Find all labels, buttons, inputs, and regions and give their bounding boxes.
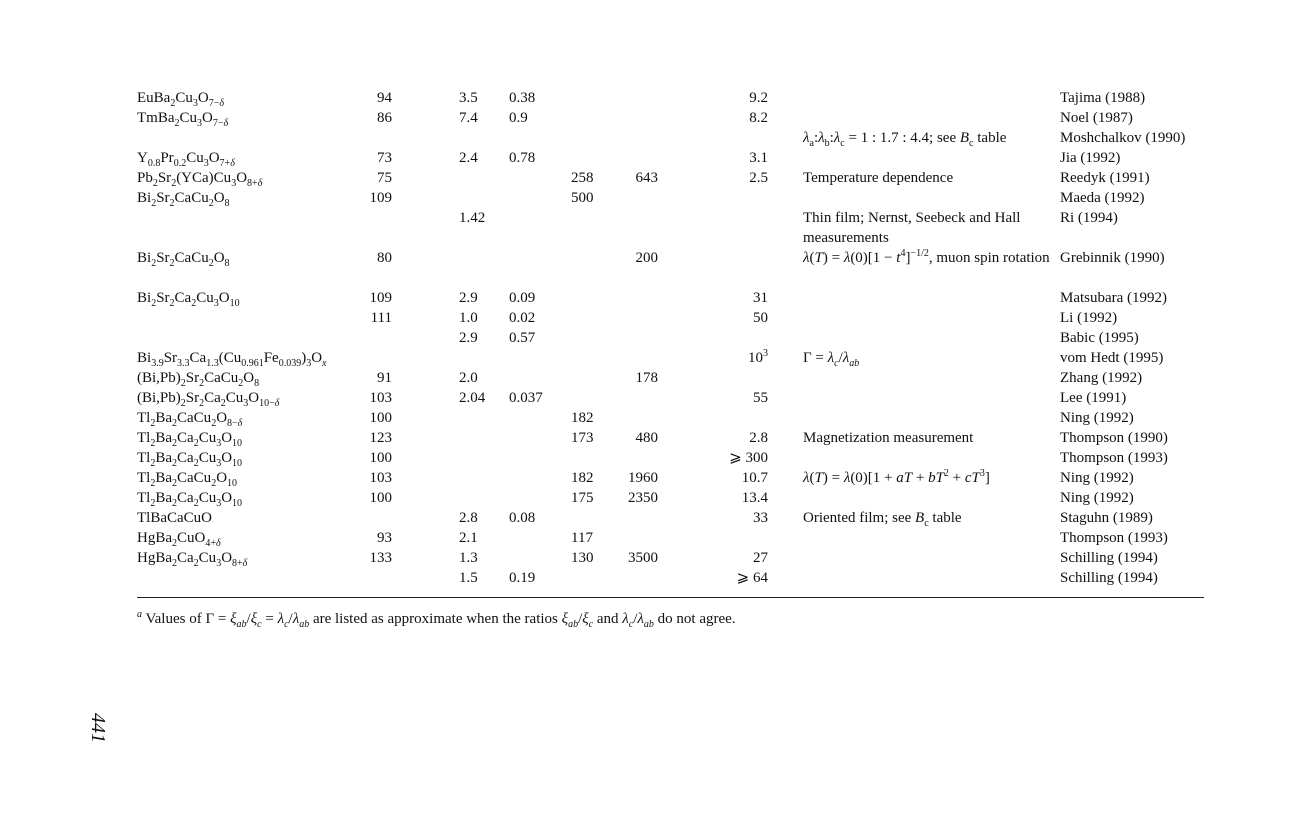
- value-cell-a: 1.0: [459, 310, 478, 326]
- anisotropy-cell: ⩾ 64: [736, 570, 768, 586]
- reference-cell: Moshchalkov (1990): [1060, 130, 1186, 146]
- table-row: [0, 488, 1295, 508]
- anisotropy-cell: 3.1: [749, 150, 768, 166]
- value-cell-b: 0.38: [509, 90, 536, 106]
- table-row: [0, 328, 1295, 348]
- page-number: 441: [87, 713, 109, 743]
- reference-cell: Thompson (1990): [1060, 430, 1168, 446]
- tc-cell: 111: [370, 310, 392, 326]
- value-cell-b: 0.9: [509, 110, 528, 126]
- value-cell-b: 0.08: [509, 510, 536, 526]
- tc-cell: 103: [369, 470, 392, 486]
- value-cell-a: 1.42: [459, 210, 486, 226]
- table-row: [0, 88, 1295, 108]
- value-cell-d: 480: [635, 430, 658, 446]
- table-row: [0, 148, 1295, 168]
- material-cell: TlBaCaCuO: [137, 510, 212, 526]
- material-cell: $Tl_2Ba_2Ca_2Cu_3O_{10}$: [137, 490, 243, 509]
- material-cell: $Bi_2Sr_2CaCu_2O_8$: [137, 190, 230, 209]
- value-cell-a: 7.4: [459, 110, 478, 126]
- anisotropy-cell: 31: [753, 290, 768, 306]
- table-row: [0, 408, 1295, 428]
- material-cell: $TmBa_2Cu_3O_{7-\delta}$: [137, 110, 229, 129]
- reference-cell: Li (1992): [1060, 310, 1118, 326]
- material-cell: $Tl_2Ba_2CaCu_2O_{8-\delta}$: [137, 410, 243, 429]
- table-row: [0, 188, 1295, 208]
- material-cell: $HgBa_2Ca_2Cu_3O_{8+\delta}$: [137, 550, 248, 569]
- table-row: [0, 248, 1295, 268]
- anisotropy-cell: 2.5: [749, 170, 768, 186]
- value-cell-c: 117: [571, 530, 593, 546]
- value-cell-b: 0.19: [509, 570, 536, 586]
- comment-cell: Oriented film; see $B_c$ table: [803, 510, 962, 529]
- anisotropy-cell: 2.8: [749, 430, 768, 446]
- value-cell-a: 1.3: [459, 550, 478, 566]
- comment-cell: $\Gamma = \lambda_c/\lambda_{ab}$: [803, 350, 860, 369]
- value-cell-a: 2.1: [459, 530, 478, 546]
- material-cell: $Tl_2Ba_2Ca_2Cu_3O_{10}$: [137, 450, 243, 469]
- value-cell-c: 258: [571, 170, 594, 186]
- table-bottom-rule: [137, 597, 1204, 598]
- value-cell-d: 178: [635, 370, 658, 386]
- comment-cell: Temperature dependence: [803, 170, 954, 186]
- value-cell-c: 173: [571, 430, 594, 446]
- value-cell-b: 0.02: [509, 310, 536, 326]
- value-cell-d: 200: [635, 250, 658, 266]
- reference-cell: Ning (1992): [1060, 410, 1134, 426]
- value-cell-d: 3500: [628, 550, 658, 566]
- tc-cell: 93: [377, 530, 392, 546]
- reference-cell: Zhang (1992): [1060, 370, 1143, 386]
- reference-cell: Matsubara (1992): [1060, 290, 1168, 306]
- value-cell-d: 2350: [628, 490, 658, 506]
- value-cell-a: 2.4: [459, 150, 478, 166]
- tc-cell: 109: [369, 190, 392, 206]
- tc-cell: 75: [377, 170, 392, 186]
- tc-cell: 103: [369, 390, 392, 406]
- reference-cell: Ning (1992): [1060, 490, 1134, 506]
- value-cell-b: 0.57: [509, 330, 536, 346]
- tc-cell: 94: [377, 90, 392, 106]
- anisotropy-cell: ⩾ 300: [729, 450, 768, 466]
- table-row: [0, 548, 1295, 568]
- tc-cell: 100: [369, 450, 392, 466]
- value-cell-c: 182: [571, 470, 594, 486]
- anisotropy-cell: 50: [753, 310, 768, 326]
- value-cell-a: 3.5: [459, 90, 478, 106]
- reference-cell: Schilling (1994): [1060, 570, 1158, 586]
- tc-cell: 100: [369, 490, 392, 506]
- comment-cell: λ(T) = λ(0)[1 + aT + $bT^2 + cT^3$]: [803, 468, 990, 486]
- reference-cell: Staguhn (1989): [1060, 510, 1153, 526]
- value-cell-b: 0.78: [509, 150, 536, 166]
- material-cell: $(Bi,Pb)_2Sr_2Ca_2Cu_3O_{10-\delta}$: [137, 390, 280, 409]
- anisotropy-cell: 9.2: [749, 90, 768, 106]
- table-row: [0, 308, 1295, 328]
- reference-cell: vom Hedt (1995): [1060, 350, 1164, 366]
- reference-cell: Thompson (1993): [1060, 530, 1168, 546]
- table-row: [0, 428, 1295, 448]
- tc-cell: 86: [377, 110, 392, 126]
- material-cell: $Tl_2Ba_2CaCu_2O_{10}$: [137, 470, 238, 489]
- comment-cell: Thin film; Nernst, Seebeck and Hall measurements: [803, 210, 1021, 246]
- value-cell-a: 1.5: [459, 570, 478, 586]
- value-cell-a: 2.9: [459, 290, 478, 306]
- anisotropy-cell: $10^3$: [748, 348, 768, 366]
- comment-cell: $\lambda_a:\lambda_b:\lambda_c = 1$ : 1.7 : 4.4; see $B_c$ table: [803, 130, 1007, 149]
- value-cell-b: 0.09: [509, 290, 536, 306]
- reference-cell: Reedyk (1991): [1060, 170, 1150, 186]
- value-cell-c: 175: [571, 490, 594, 506]
- material-cell: $(Bi,Pb)_2Sr_2CaCu_2O_8$: [137, 370, 260, 389]
- tc-cell: 109: [369, 290, 392, 306]
- value-cell-d: 1960: [628, 470, 658, 486]
- reference-cell: Babic (1995): [1060, 330, 1139, 346]
- reference-cell: Ning (1992): [1060, 470, 1134, 486]
- anisotropy-cell: 10.7: [741, 470, 768, 486]
- reference-cell: Grebinnik (1990): [1060, 250, 1165, 266]
- material-cell: $Bi_2Sr_2CaCu_2O_8$: [137, 250, 230, 269]
- comment-cell: Magnetization measurement: [803, 430, 974, 446]
- anisotropy-cell: 27: [753, 550, 768, 566]
- value-cell-a: 2.9: [459, 330, 478, 346]
- value-cell-d: 643: [635, 170, 658, 186]
- anisotropy-cell: 8.2: [749, 110, 768, 126]
- reference-cell: Tajima (1988): [1060, 90, 1146, 106]
- tc-cell: 100: [369, 410, 392, 426]
- value-cell-c: 500: [571, 190, 594, 206]
- value-cell-a: 2.04: [459, 390, 486, 406]
- reference-cell: Maeda (1992): [1060, 190, 1145, 206]
- value-cell-a: 2.0: [459, 370, 478, 386]
- material-cell: $Tl_2Ba_2Ca_2Cu_3O_{10}$: [137, 430, 243, 449]
- tc-cell: 133: [369, 550, 392, 566]
- table-row: [0, 388, 1295, 408]
- anisotropy-cell: 55: [753, 390, 768, 406]
- value-cell-c: 182: [571, 410, 594, 426]
- tc-cell: 73: [377, 150, 392, 166]
- material-cell: $Pb_2Sr_2(YCa)Cu_3O_{8+\delta}$: [137, 170, 263, 189]
- table-row: [0, 208, 1295, 246]
- material-cell: $Bi_{3.9}Sr_{3.3}Ca_{1.3}(Cu_{0.961}Fe_{0.039})_3O_x$: [137, 350, 327, 369]
- tc-cell: 80: [377, 250, 392, 266]
- value-cell-a: 2.8: [459, 510, 478, 526]
- material-cell: $Y_{0.8}Pr_{0.2}Cu_3O_{7+\delta}$: [137, 150, 235, 169]
- table-row: [0, 448, 1295, 468]
- table-row: [0, 288, 1295, 308]
- anisotropy-cell: 13.4: [741, 490, 768, 506]
- reference-cell: Lee (1991): [1060, 390, 1127, 406]
- reference-cell: Ri (1994): [1060, 210, 1118, 226]
- reference-cell: Schilling (1994): [1060, 550, 1158, 566]
- reference-cell: Jia (1992): [1060, 150, 1121, 166]
- table-footnote: $^a$ Values of $\Gamma = \xi_{ab}/\xi_c = \lambda_c/\lambda_{ab}$ are listed as approximate when the ratios $\xi_{ab}/\xi_c$ and $\lambda_c/\lambda_{ab}$ do not agree.: [137, 609, 736, 630]
- reference-cell: Noel (1987): [1060, 110, 1133, 126]
- table-row: [0, 108, 1295, 128]
- table-row: [0, 468, 1295, 488]
- table-row: [0, 508, 1295, 528]
- material-cell: $Bi_2Sr_2Ca_2Cu_3O_{10}$: [137, 290, 240, 309]
- anisotropy-cell: 33: [753, 510, 768, 526]
- table-row: [0, 528, 1295, 548]
- material-cell: $EuBa_2Cu_3O_{7-\delta}$: [137, 90, 224, 109]
- tc-cell: 91: [377, 370, 392, 386]
- reference-cell: Thompson (1993): [1060, 450, 1168, 466]
- tc-cell: 123: [369, 430, 392, 446]
- material-cell: HgBa$_2$CuO$_{4+\delta}$: [137, 530, 221, 549]
- value-cell-b: 0.037: [509, 390, 543, 406]
- table-row: [0, 568, 1295, 588]
- comment-cell: $\lambda(T) = \lambda(0)[1 - t^4]^{-1/2}$, muon spin rotation: [803, 248, 1050, 266]
- table-row: [0, 128, 1295, 148]
- value-cell-c: 130: [571, 550, 594, 566]
- table-row: [0, 348, 1295, 368]
- table-row: [0, 168, 1295, 188]
- table-row: [0, 368, 1295, 388]
